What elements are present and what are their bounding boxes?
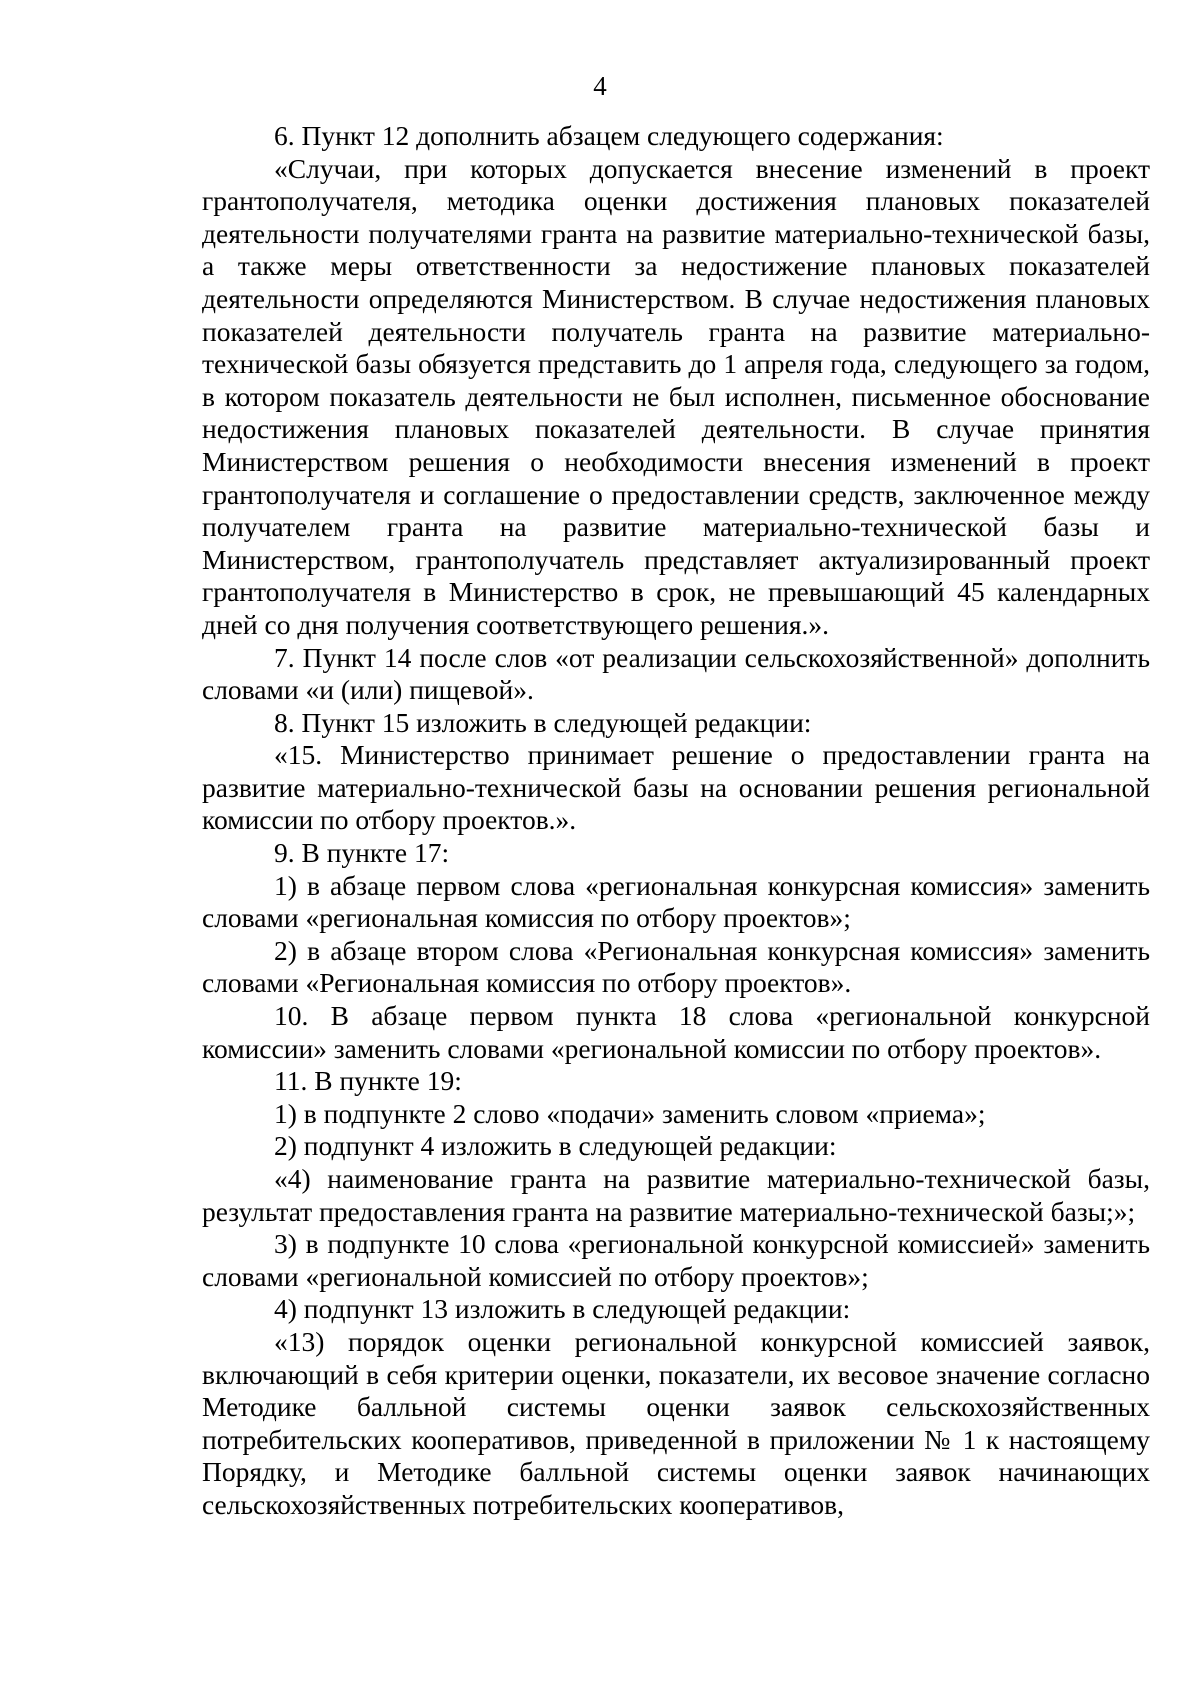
paragraph-quote-subitem-4: «4) наименование гранта на развитие материально-технической базы, результат предоставления гранта на развитие материально-технической базы;»; <box>202 1163 1150 1227</box>
document-body <box>202 120 1150 1522</box>
paragraph-item-7: 7. Пункт 14 после слов «от реализации сельскохозяйственной» дополнить словами «и (или) пищевой». <box>202 641 1150 706</box>
paragraph-subitem-11-3: 3) в подпункте 10 слова «региональной конкурсной комиссией» заменить словами «региональной комиссией по отбору проектов»; <box>202 1228 1150 1292</box>
paragraph-subitem-11-2: 2) подпункт 4 изложить в следующей редакции: <box>274 1130 837 1162</box>
paragraph-quote-subitem-13: «13) порядок оценки региональной конкурсной комиссией заявок, включающий в себя критерии оценки, показатели, их весовое значение согласно Методике балльной системы оценки заявок сельскохозяйственных потребительских кооперативов, приведенной в приложении № 1 к настоящему Порядку, и Методике балльной системы оценки заявок начинающих сельскохозяйственных потребительских кооперативов, <box>202 1325 1150 1520</box>
paragraph-item-11: 11. В пункте 19: <box>274 1065 462 1097</box>
paragraph-subitem-11-4: 4) подпункт 13 изложить в следующей редакции: <box>274 1293 851 1325</box>
paragraph-quote-item-12: «Случаи, при которых допускается внесение изменений в проект грантополучателя, методика оценки достижения плановых показателей деятельности получателями гранта на развитие материально-технической базы, а также меры ответственности за недостижение плановых показателей деятельности определяются Министерством. В случае недостижения плановых показателей деятельности получатель гранта на развитие материально-технической базы обязуется представить до 1 апреля года, следующего за годом, в котором показатель деятельности не был исполнен, письменное обоснование недостижения плановых показателей деятельности. В случае принятия Министерством решения о необходимости внесения изменений в проект грантополучателя и соглашение о предоставлении средств, заключенное между получателем гранта на развитие материально-технической базы и Министерством, грантополучатель представляет актуализированный проект грантополучателя в Министерство в срок, не превышающий 45 календарных дней со дня получения соответствующего решения.». <box>202 152 1150 640</box>
page-number: 4 <box>593 71 607 101</box>
paragraph-subitem-9-1: 1) в абзаце первом слова «региональная конкурсная комиссия» заменить словами «региональная комиссия по отбору проектов»; <box>202 869 1150 934</box>
paragraph-item-10: 10. В абзаце первом пункта 18 слова «региональной конкурсной комиссии» заменить словами «региональной комиссии по отбору проектов». <box>202 1000 1150 1064</box>
paragraph-item-8: 8. Пункт 15 изложить в следующей редакции: <box>274 706 812 738</box>
paragraph-item-9: 9. В пункте 17: <box>274 837 450 869</box>
paragraph-quote-item-15: «15. Министерство принимает решение о предоставлении гранта на развитие материально-технической базы на основании решения региональной комиссии по отбору проектов.». <box>202 739 1150 836</box>
paragraph-subitem-11-1: 1) в подпункте 2 слово «подачи» заменить словом «приема»; <box>274 1097 986 1129</box>
paragraph-subitem-9-2: 2) в абзаце втором слова «Региональная конкурсная комиссия» заменить словами «Региональная комиссия по отбору проектов». <box>202 934 1150 999</box>
paragraph-item-6: 6. Пункт 12 дополнить абзацем следующего содержания: <box>274 120 944 151</box>
